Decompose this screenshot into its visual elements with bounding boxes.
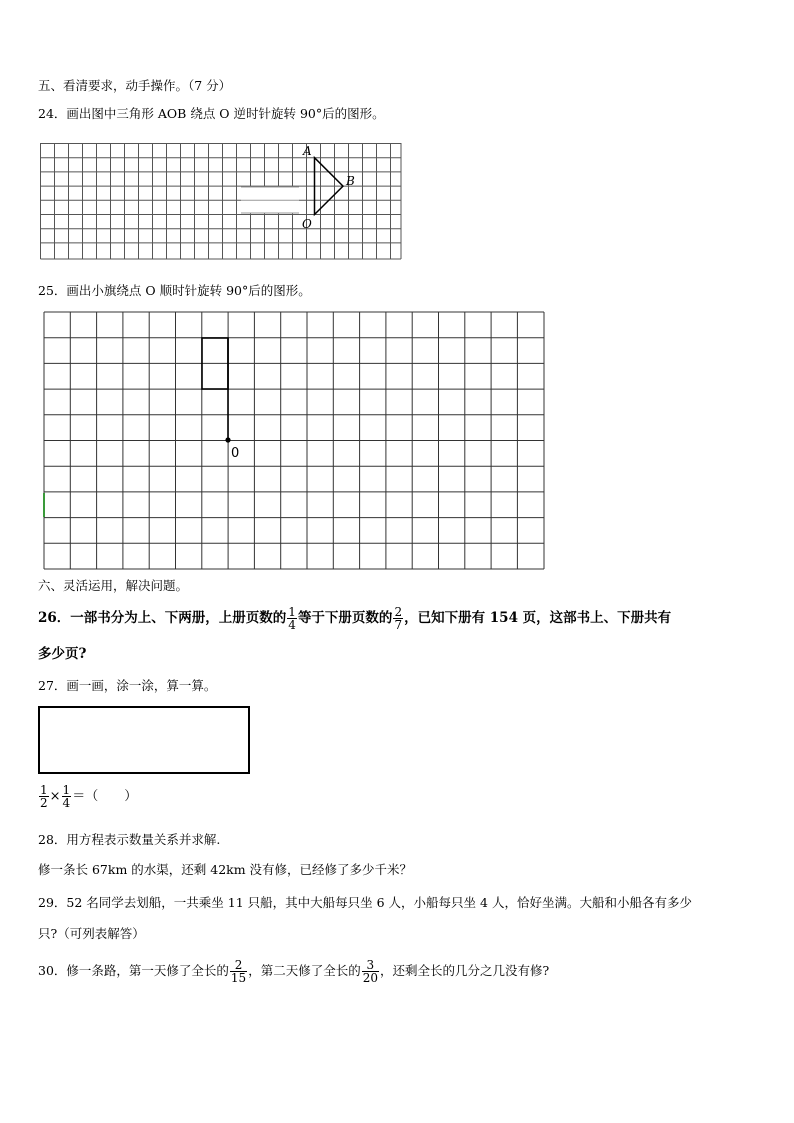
q26-part1: 26．一部书分为上、下两册，上册页数的: [38, 610, 287, 626]
q30-part1: 30．修一条路，第一天修了全长的: [38, 963, 229, 978]
q30-part2: ，第二天修了全长的: [248, 963, 361, 978]
fraction-numerator: 1: [40, 783, 48, 797]
fraction-numerator: 1: [62, 783, 71, 797]
fraction-denominator: 20: [362, 971, 378, 985]
fraction-denominator: 4: [288, 618, 296, 632]
question-29-text: 29．52 名同学去划船，一共乘坐 11 只船，其中大船每只坐 6 人，小船每只坐 4 人，恰好坐满。大船和小船各有多少: [38, 895, 692, 910]
question-29-line2: 只?（可列表解答）: [38, 926, 145, 941]
q26-part2: 等于下册页数的: [297, 610, 393, 626]
fraction-1-2: [39, 784, 49, 809]
times-sign: ×: [49, 789, 61, 804]
section-6-heading: 六、灵活运用，解决问题。: [38, 578, 189, 593]
fraction-1-4-q27: [62, 784, 72, 809]
question-30-text: [38, 958, 549, 984]
fraction-numerator: 3: [366, 958, 375, 972]
question-26-line2: 多少页?: [38, 646, 87, 662]
drawing-rectangle: [38, 706, 250, 774]
question-27-text: 27．画一画，涂一涂，算一算。: [38, 678, 217, 693]
grid-lines-q25: [44, 312, 544, 569]
fraction-numerator: 2: [234, 958, 243, 972]
grid-q24: [40, 143, 402, 261]
fraction-1-4: [287, 606, 297, 631]
label-a: A: [303, 144, 312, 158]
fraction-denominator: 2: [40, 796, 48, 810]
question-25-text: 25．画出小旗绕点 O 顺时针旋转 90°后的图形。: [38, 283, 311, 298]
question-24-text: 24．画出图中三角形 AOB 绕点 O 逆时针旋转 90°后的图形。: [38, 106, 385, 121]
fraction-denominator: 15: [230, 971, 247, 985]
fraction-denominator: 4: [62, 796, 71, 810]
label-o-q25: 0: [231, 446, 240, 461]
point-o: [225, 437, 230, 442]
fraction-numerator: 2: [394, 605, 403, 619]
fraction-2-7: [393, 606, 403, 631]
section-5-heading: 五、看清要求，动手操作。（7 分）: [38, 78, 232, 93]
equals-blank: ＝（ ）: [72, 789, 138, 804]
question-28-text: 28．用方程表示数量关系并求解.: [38, 832, 221, 847]
question-28-line2: 修一条长 67km 的水渠，还剩 42km 没有修，已经修了多少千米？: [38, 862, 413, 877]
question-26-line1: [38, 606, 671, 631]
fraction-3-20: [362, 959, 379, 984]
q30-part3: ，还剩全长的几分之几没有修?: [380, 963, 550, 978]
grid-lines-q24: [41, 143, 402, 259]
label-o: O: [302, 217, 312, 231]
fraction-numerator: 1: [288, 605, 296, 619]
grid-q25: [42, 311, 546, 571]
label-b: B: [346, 174, 355, 188]
fraction-2-15: [230, 959, 247, 984]
fraction-denominator: 7: [394, 618, 403, 632]
q27-expression: [38, 784, 137, 809]
q26-part3: ，已知下册有 154 页，这部书上、下册共有: [404, 610, 672, 626]
